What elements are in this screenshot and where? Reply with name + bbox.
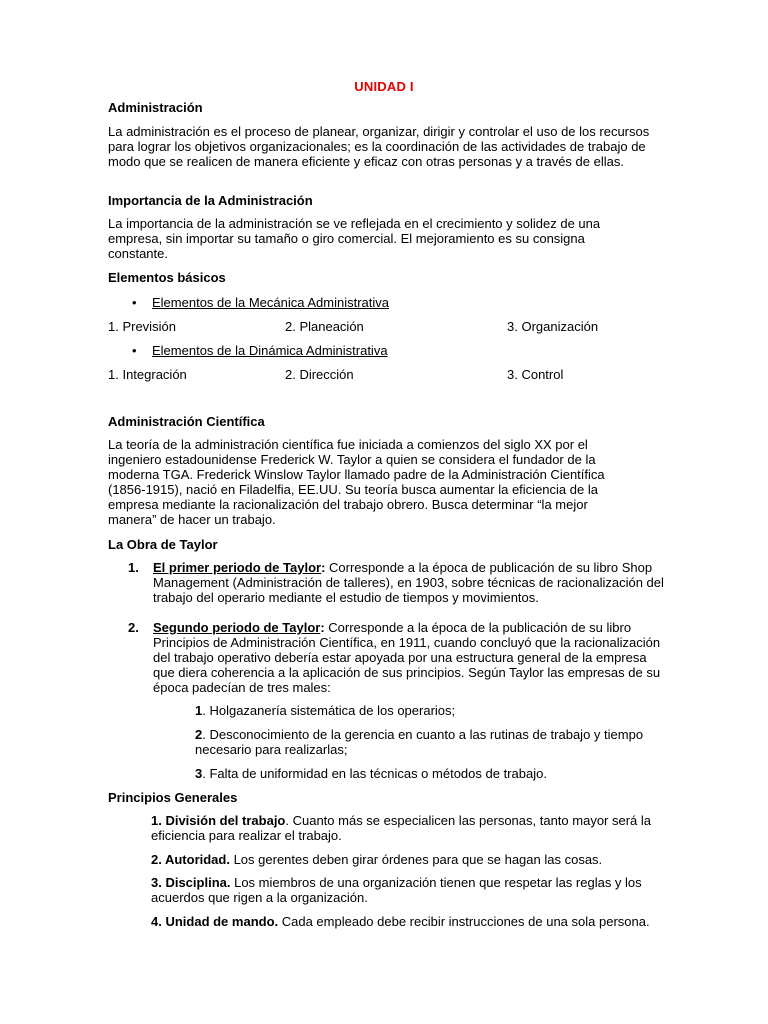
- dinamica-item: 2. Dirección: [285, 367, 354, 382]
- principio-text: Los miembros de una organización tienen que respetar las reglas y los acuerdos que rigen a la organización.: [151, 875, 642, 905]
- periodo-body: [153, 560, 665, 605]
- mal-text: . Falta de uniformidad en las técnicas o métodos de trabajo.: [202, 766, 547, 781]
- principio-item: [151, 813, 663, 843]
- mal-item: [195, 727, 660, 757]
- mal-text: . Desconocimiento de la gerencia en cuanto a las rutinas de trabajo y tiempo necesario para realizarlas;: [195, 727, 644, 757]
- principio-item: [151, 914, 663, 929]
- mecanica-item: 3. Organización: [507, 319, 599, 334]
- mecanica-item: 2. Planeación: [285, 319, 364, 334]
- mal-item: [195, 766, 660, 781]
- mecanica-item: 1. Previsión: [108, 319, 176, 334]
- mal-number: 2: [195, 727, 203, 742]
- bullet-mecanica-label: Elementos de la Mecánica Administrativa: [152, 295, 390, 310]
- principio-text: Los gerentes deben girar órdenes para que se hagan las cosas.: [229, 852, 603, 867]
- principio-text: . Cuanto más se especialicen las personas, tanto mayor será la eficiencia para realizar el trabajo.: [151, 813, 652, 843]
- periodo-text: Corresponde a la época de publicación de su libro Shop Management (Administración de talleres), en 1903, sobre técnicas de racionalización del trabajo del operario mediante el estudio de tiempos y movimientos.: [153, 560, 664, 605]
- heading-obra-taylor: La Obra de Taylor: [108, 537, 218, 552]
- paragraph-importancia: La importancia de la administración se ve reflejada en el crecimiento y solidez de una empresa, sin importar su tamaño o giro comercial. El mejoramiento es su consigna constante.: [108, 216, 601, 261]
- paragraph-administracion-cientifica: La teoría de la administración científica fue iniciada a comienzos del siglo XX por el ingeniero estadounidense Frederick W. Taylor a quien se considera el fundador de la moderna TGA. Frederick Winslow Taylor llamado padre de la Administración Científica (1856-1915), nació en Filadelfia, EE.UU. Su teoría busca aumentar la eficiencia de la empresa mediante la racionalización del trabajo obrero. Busca determinar “la mejor manera” de hacer un trabajo.: [108, 437, 605, 527]
- principio-label: 3. Disciplina.: [151, 875, 231, 890]
- principio-label: 1. División del trabajo: [151, 813, 286, 828]
- mal-item: [195, 703, 660, 718]
- dinamica-item: 3. Control: [507, 367, 564, 382]
- periodo-text: Corresponde a la época de la publicación de su libro Principios de Administración Científica, en 1911, cuando concluyó que la racionalización del trabajo operativo debería estar apoyada por una estructura general de la empresa que diera coherencia a la aplicación de sus principios. Según Taylor las empresas de su época padecían de tres males:: [153, 620, 661, 695]
- bullet-icon: •: [132, 295, 137, 310]
- heading-importancia: Importancia de la Administración: [108, 193, 313, 208]
- principio-item: [151, 875, 663, 905]
- mal-number: 1: [195, 703, 203, 718]
- periodo-body: [153, 620, 665, 695]
- periodo-number: 2.: [128, 620, 139, 635]
- heading-elementos-basicos: Elementos básicos: [108, 270, 226, 285]
- mal-text: . Holgazanería sistemática de los operarios;: [202, 703, 456, 718]
- periodo-title: El primer periodo de Taylor: [153, 560, 322, 575]
- bullet-dinamica-label: Elementos de la Dinámica Administrativa: [152, 343, 388, 358]
- heading-administracion-cientifica: Administración Científica: [108, 414, 265, 429]
- paragraph-administracion: La administración es el proceso de planear, organizar, dirigir y controlar el uso de los recursos para lograr los objetivos organizacionales; es la coordinación de las actividades de trabajo de modo que se realicen de manera eficiente y eficaz con otras personas y a través de ellas.: [108, 124, 650, 169]
- principio-item: [151, 852, 663, 867]
- periodo-colon: :: [320, 620, 325, 635]
- dinamica-item: 1. Integración: [108, 367, 187, 382]
- principio-label: 4. Unidad de mando.: [151, 914, 279, 929]
- periodo-colon: :: [321, 560, 326, 575]
- principio-label: 2. Autoridad.: [151, 852, 230, 867]
- periodo-number: 1.: [128, 560, 139, 575]
- document-title: UNIDAD I: [354, 79, 414, 94]
- bullet-icon: •: [132, 343, 137, 358]
- principio-text: Cada empleado debe recibir instrucciones de una sola persona.: [278, 914, 650, 929]
- heading-principios-generales: Principios Generales: [108, 790, 238, 805]
- periodo-title: Segundo periodo de Taylor: [153, 620, 321, 635]
- mal-number: 3: [195, 766, 203, 781]
- heading-administracion: Administración: [108, 100, 203, 115]
